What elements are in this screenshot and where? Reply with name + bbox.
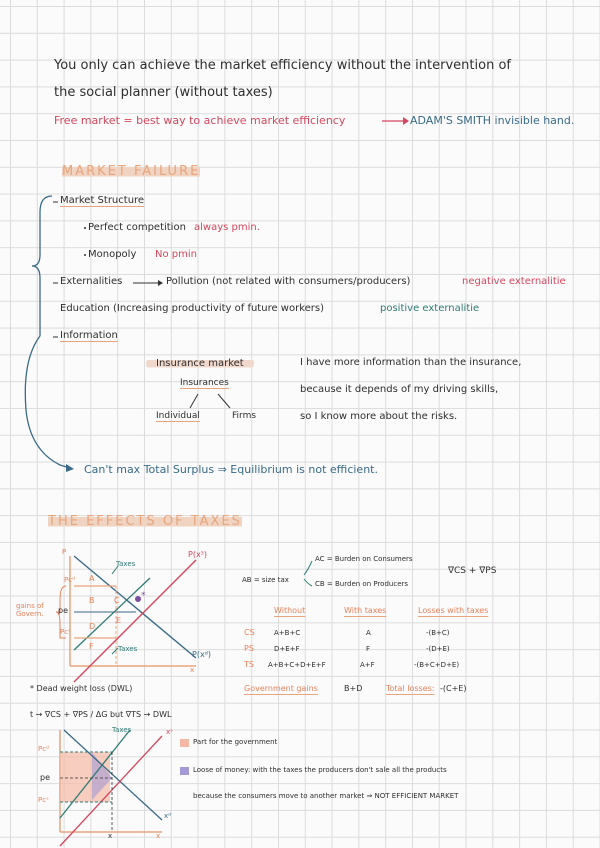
graph1-star: * xyxy=(141,591,146,601)
graph1-pd-label: P(xᵈ) xyxy=(192,650,212,659)
legend-swatch-dwl xyxy=(180,767,189,775)
insurance-market-label: Insurance market xyxy=(146,357,254,370)
individual-label: Individual xyxy=(156,411,200,421)
table-header-with: With taxes xyxy=(344,606,387,615)
region-b: B xyxy=(89,596,95,605)
monopoly-note: No pmin xyxy=(155,249,197,260)
bullet xyxy=(84,254,86,256)
info-text-3: so I know more about the risks. xyxy=(300,411,458,422)
table-header-losses: Losses with taxes xyxy=(418,606,489,615)
table-cell: -(B+C) xyxy=(426,629,450,637)
dwl-note: * Dead weight loss (DWL) xyxy=(30,684,133,693)
intro-line-2: the social planner (without taxes) xyxy=(54,85,273,100)
region-e: E xyxy=(116,616,122,625)
graph1-ptax-label: P(x³) xyxy=(188,550,208,559)
legend-loose-money: Loose of money: with the taxes the producers don't sale all the products xyxy=(193,766,447,774)
bracket xyxy=(304,561,312,575)
gov-gains-value: B+D xyxy=(344,684,363,693)
region-c: C xyxy=(114,596,120,605)
formula-nabla: ∇CS + ∇PS xyxy=(448,566,497,576)
graph1-taxes2-label: Taxes xyxy=(118,645,138,653)
table-cell: -(D+E) xyxy=(426,645,450,653)
graph1-gains-label: gains of Govern. xyxy=(16,602,44,618)
table-cell: D+E+F xyxy=(274,645,300,653)
market-failure-heading: MARKET FAILURE xyxy=(62,164,201,179)
brace-curve-arrow xyxy=(25,336,70,468)
table-row-label: PS xyxy=(244,644,254,653)
arrow-head xyxy=(66,464,74,472)
total-losses-label: Total losses: xyxy=(386,684,435,693)
tax-graph-2 xyxy=(60,730,189,846)
arrow-head xyxy=(158,280,163,286)
negative-externality: negative externalitie xyxy=(462,276,566,287)
table-header-without: Without xyxy=(274,606,306,615)
graph1-axis-x: x xyxy=(190,666,195,674)
gov-gains-label: Government gains xyxy=(244,684,318,693)
monopoly-label: Monopoly xyxy=(88,249,137,260)
graph2-pcs-label: Pcˢ xyxy=(38,796,49,804)
adam-smith-text: ADAM'S SMITH invisible hand. xyxy=(410,114,575,127)
graph1-axis-y: P xyxy=(62,548,67,556)
formula-2: t → ∇CS + ∇PS / ΔG but ∇TS → DWL xyxy=(30,710,172,719)
legend-gov-part: Part for the government xyxy=(193,738,278,746)
graph1-pe-label: pe xyxy=(58,606,68,615)
graph1-taxes-label: Taxes xyxy=(116,560,136,568)
education-text: Education (Increasing productivity of future workers) xyxy=(60,303,325,314)
firms-label: Firms xyxy=(232,411,257,421)
effects-heading: THE EFFECTS OF TAXES xyxy=(48,514,242,529)
bullet xyxy=(84,227,86,229)
table-cell: A xyxy=(366,629,371,637)
graph2-pcd-label: Pcᵈ xyxy=(38,745,49,753)
total-losses-value: -(C+E) xyxy=(440,684,467,693)
graph1-pcs-label: Pcˢ xyxy=(60,628,71,636)
table-cell: A+B+C xyxy=(274,629,301,637)
table-row-label: TS xyxy=(244,660,254,669)
conclusion-text: Can't max Total Surplus ⇒ Equilibrium is not efficient. xyxy=(84,463,378,476)
perfect-note: always pmin. xyxy=(194,222,260,233)
tree-line xyxy=(218,394,230,408)
graph1-pcd-label: Pcᵈ xyxy=(64,576,75,584)
region-a: A xyxy=(89,574,95,583)
graph2-axis-x: x xyxy=(156,832,161,840)
left-brace xyxy=(32,196,52,336)
market-structure-label: Market Structure xyxy=(60,195,145,206)
arrow-head xyxy=(403,117,409,125)
table-row-label: CS xyxy=(244,628,255,637)
supply-taxed-line xyxy=(74,578,150,650)
perfect-competition-label: Perfect competition xyxy=(88,222,186,233)
region-f: F xyxy=(89,642,94,651)
insurances-label: Insurances xyxy=(180,378,229,388)
intro-line-1: You only can achieve the market efficiency without the intervention of xyxy=(54,58,511,73)
bracket xyxy=(304,579,312,586)
ab-size-tax: AB = size tax xyxy=(242,576,289,584)
tax-graph-1 xyxy=(56,556,196,682)
table-cell: A+F xyxy=(360,661,375,669)
free-market-text: Free market = best way to achieve market efficiency xyxy=(54,114,346,127)
graph2-pe-label: pe xyxy=(40,773,50,782)
region-d: D xyxy=(89,622,96,631)
legend-swatch-gov xyxy=(180,739,189,747)
legend-not-efficient: because the consumers move to another market ⇒ NOT EFFICIENT MARKET xyxy=(193,792,459,800)
info-text-2: because it depends of my driving skills, xyxy=(300,384,499,395)
information-label: Information xyxy=(60,330,118,341)
graph2-taxes-label: Taxes xyxy=(112,726,132,734)
graph2-xs-label: xˢ xyxy=(166,728,173,736)
table-cell: -(B+C+D+E) xyxy=(414,661,460,669)
ac-burden: AC = Burden on Consumers xyxy=(315,555,413,563)
cb-burden: CB = Burden on Producers xyxy=(315,580,409,588)
tree-line xyxy=(190,394,198,408)
positive-externality: positive externalitie xyxy=(380,303,480,314)
info-text-1: I have more information than the insurance, xyxy=(300,357,522,368)
graph2-x-label: x xyxy=(108,832,113,840)
pollution-text: Pollution (not related with consumers/producers) xyxy=(166,276,411,287)
graph2-xd-label: xᵈ xyxy=(164,812,171,820)
externalities-label: Externalities xyxy=(60,276,123,287)
table-cell: A+B+C+D+E+F xyxy=(268,661,326,669)
table-cell: F xyxy=(366,645,371,653)
